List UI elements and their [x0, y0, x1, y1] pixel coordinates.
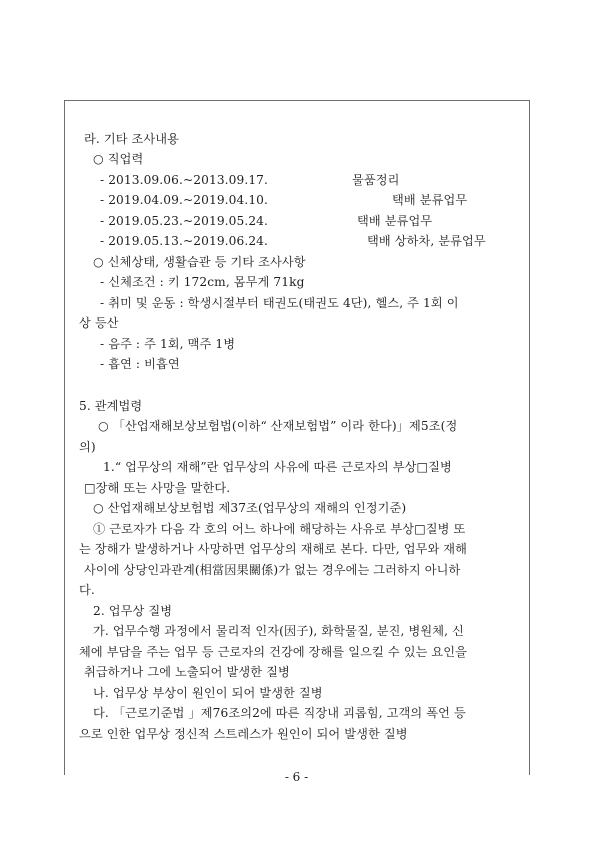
article-37-clause-1-cont-2: 사이에 상당인과관계(相當因果關係)가 없는 경우에는 그러하지 아니하 — [84, 563, 461, 577]
article-37-clause-1-cont-1: 는 장해가 발생하거나 사망하면 업무상의 재해로 본다. 다만, 업무와 재해 — [79, 542, 468, 556]
definition-1-cont: □장해 또는 사망을 말한다. — [84, 481, 231, 495]
work-task-3: 택배 분류업무 — [357, 214, 433, 228]
physical-condition: - 신체조건 : 키 172cm, 몸무게 71kg — [100, 275, 305, 289]
work-task-4: 택배 상하차, 분류업무 — [367, 234, 486, 248]
disease-item-a-cont-2: 취급하거나 그에 노출되어 발생한 질병 — [84, 665, 290, 679]
law-article-5: ○ 「산업재해보상보험법(이하“ 산재보험법” 이라 한다)」제5조(정 — [98, 419, 458, 433]
bullet-physical-status: ○ 신체상태, 생활습관 등 기타 조사사항 — [93, 255, 306, 269]
page-frame-top — [64, 100, 529, 101]
hobby-exercise: - 취미 및 운동 : 학생시절부터 태권도(태권도 4단), 헬스, 주 1회 이 — [100, 296, 459, 310]
work-period-4: - 2019.05.13.~2019.06.24. — [100, 234, 269, 248]
law-article-37: ○ 산업재해보상보험법 제37조(업무상의 재해의 인정기준) — [93, 501, 407, 515]
occupational-disease-heading: 2. 업무상 질병 — [93, 604, 173, 618]
disease-item-c: 다. 「근로기준법 」제76조의2에 따른 직장내 괴롭힘, 고객의 폭언 등 — [93, 706, 466, 720]
smoking: - 흡연 : 비흡연 — [100, 357, 180, 371]
definition-1: 1.“ 업무상의 재해”란 업무상의 사유에 따른 근로자의 부상□질병 — [103, 460, 452, 474]
disease-item-a-cont-1: 체에 부담을 주는 업무 등 근로자의 건강에 장해를 일으킬 수 있는 요인을 — [79, 645, 468, 659]
hobby-exercise-cont: 상 등산 — [79, 316, 119, 330]
page-frame-right — [529, 100, 530, 775]
disease-item-b: 나. 업무상 부상이 원인이 되어 발생한 질병 — [93, 686, 323, 700]
article-37-clause-1: ① 근로자가 다음 각 호의 어느 하나에 해당하는 사유로 부상□질병 또 — [93, 522, 466, 536]
section-heading-other-survey: 라. 기타 조사내용 — [84, 132, 180, 146]
work-period-3: - 2019.05.23.~2019.05.24. — [100, 214, 269, 228]
work-task-1: 물품정리 — [352, 173, 400, 187]
work-task-2: 택배 분류업무 — [392, 193, 468, 207]
bullet-work-history: ○ 직업력 — [93, 152, 144, 166]
page-frame-left — [64, 100, 65, 775]
work-period-2: - 2019.04.09.~2019.04.10. — [100, 193, 269, 207]
drinking: - 음주 : 주 1회, 맥주 1병 — [100, 337, 236, 351]
disease-item-a: 가. 업무수행 과정에서 물리적 인자(因子), 화학물질, 분진, 병원체, 신 — [93, 624, 464, 638]
law-article-5-cont: 의) — [79, 440, 96, 454]
work-period-1: - 2013.09.06.~2013.09.17. — [100, 173, 269, 187]
disease-item-c-cont: 으로 인한 업무상 정신적 스트레스가 원인이 되어 발생한 질병 — [79, 727, 408, 741]
page-number: - 6 - — [284, 770, 309, 784]
article-37-clause-1-cont-3: 다. — [79, 583, 95, 597]
section-heading-related-laws: 5. 관계법령 — [79, 399, 143, 413]
